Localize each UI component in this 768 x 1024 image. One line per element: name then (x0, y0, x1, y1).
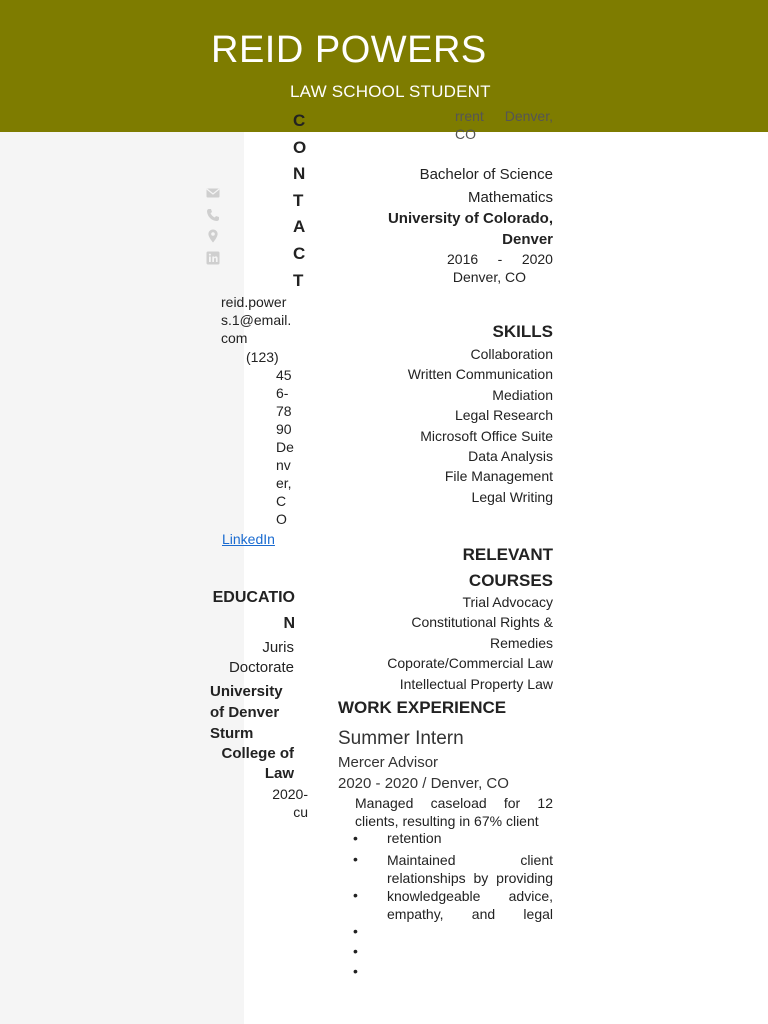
phone-icon (206, 208, 220, 222)
bachelor-degree-line: Bachelor of Science (419, 166, 553, 183)
list-item: Remedies (489, 634, 553, 651)
bachelor-major: Mathematics (467, 189, 553, 206)
skills-heading: SKILLS (492, 322, 553, 341)
bullet-icon: • (353, 963, 358, 979)
list-item: Data Analysis (468, 448, 553, 465)
contact-heading (293, 108, 307, 294)
overflow-fragment: rrent (455, 108, 484, 124)
work-experience-heading: WORK EXPERIENCE (338, 698, 507, 717)
list-item: Microsoft Office Suite (420, 427, 553, 444)
bachelor-school: University of Colorado, Denver (387, 210, 553, 248)
bullet-icon: • (353, 923, 358, 939)
list-item: Written Communication (407, 366, 553, 383)
list-item: Legal Writing (471, 488, 553, 505)
courses-list (338, 592, 553, 694)
list-item: Constitutional Rights & (411, 614, 553, 631)
overflow-city: Denver, (504, 108, 553, 124)
list-item: Legal Research (454, 407, 553, 424)
contact-letter: O (293, 137, 307, 157)
education-heading: EDUCATION (212, 589, 295, 632)
contact-letter: T (293, 190, 304, 210)
phone-and-location: 456-7890Denver,CO (276, 367, 294, 527)
school-name-continued: College of Law (221, 745, 294, 782)
phone-area-code: (123) (246, 349, 279, 365)
job-dates-location: 2020 - 2020 / Denver, CO (338, 775, 509, 792)
bachelor-location: Denver, CO (452, 269, 526, 285)
contact-letter: T (293, 270, 304, 290)
email-address[interactable]: reid.powers.1@email.com (221, 294, 292, 346)
sidebar-background (0, 0, 244, 1024)
envelope-icon (206, 186, 220, 200)
candidate-name: REID POWERS (211, 29, 487, 71)
list-item: Mediation (492, 386, 553, 403)
overflow-location-text (455, 107, 553, 143)
linkedin-icon (206, 251, 220, 265)
school-name: University of Denver Sturm (210, 683, 283, 742)
bachelor-end: 2020 (521, 251, 553, 267)
contact-letter: C (293, 111, 306, 130)
list-item: Coporate/Commercial Law (387, 655, 553, 672)
contact-letter: C (293, 243, 306, 263)
list-item: Intellectual Property Law (399, 675, 553, 692)
bachelor-dates (447, 250, 553, 268)
bullet-icon: • (353, 830, 358, 846)
job-title: Summer Intern (338, 728, 464, 749)
bullet-icon: • (353, 943, 358, 959)
bullet-text: retention (387, 830, 442, 846)
bullet-icon: • (353, 887, 358, 903)
date-separator: - (497, 251, 503, 267)
list-item: File Management (444, 468, 553, 485)
degree-name: Juris Doctorate (228, 639, 294, 676)
list-item: Collaboration (470, 346, 553, 362)
contact-letter: N (293, 164, 306, 184)
bachelor-start: 2016 (447, 251, 479, 267)
linkedin-link[interactable]: LinkedIn (222, 531, 275, 547)
contact-icons (206, 186, 222, 272)
education-dates: 2020-cu (272, 786, 308, 820)
map-marker-icon (206, 229, 220, 243)
overflow-state: CO (455, 126, 476, 142)
bullet-icon: • (353, 851, 358, 867)
contact-letter: A (293, 217, 306, 237)
bullet-text: Maintained client relationships by providing knowledgeable advice, empathy, and legal (387, 852, 553, 922)
job-description: Managed caseload for 12 clients, resulting in 67% client (355, 795, 553, 829)
header-banner (0, 0, 768, 132)
company-name: Mercer Advisor (338, 754, 439, 771)
list-item: Trial Advocacy (462, 594, 553, 610)
skills-list (338, 344, 553, 507)
bachelor-degree (338, 163, 553, 209)
courses-heading: RELEVANT COURSES (462, 545, 553, 590)
candidate-title: LAW SCHOOL STUDENT (290, 82, 491, 101)
